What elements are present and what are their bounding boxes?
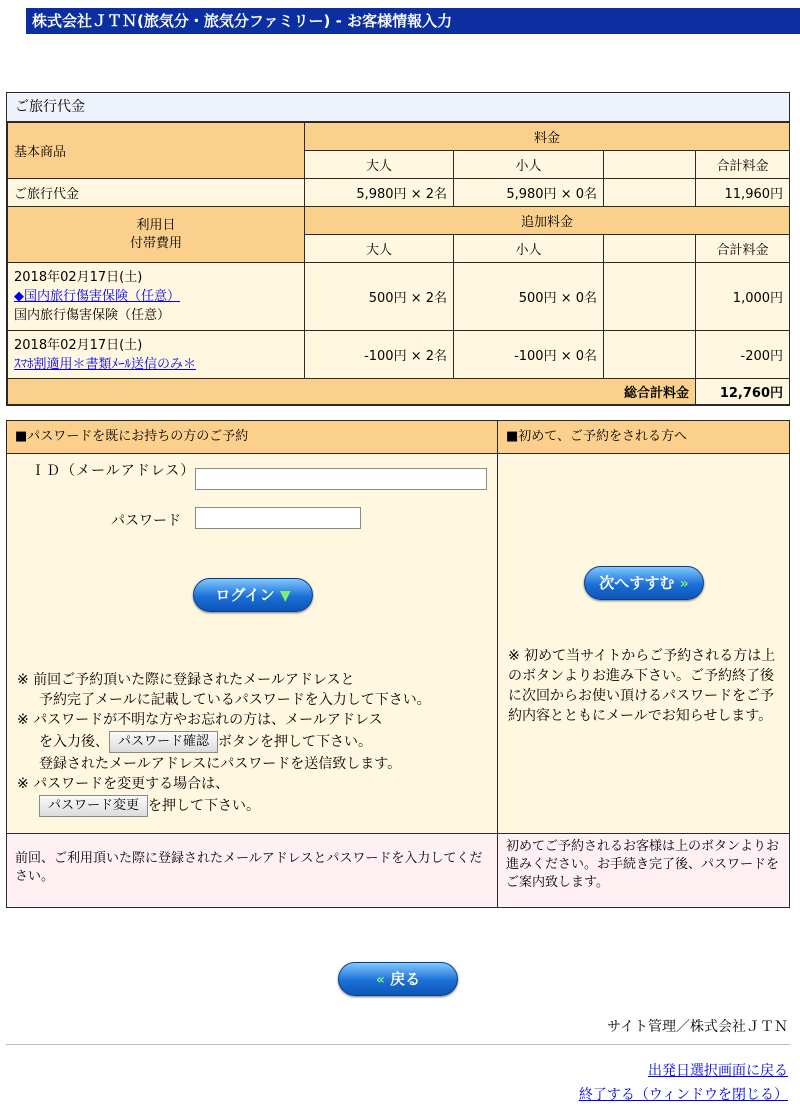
extra-row-1 [8,263,305,331]
usage-date-label: 利用日 [136,217,176,233]
total-header: 合計料金 [696,151,790,179]
existing-user-column [7,421,497,907]
close-window-link[interactable]: 終了する（ウィンドウを閉じる） [578,1087,788,1103]
extra-2-date: 2018年02月17日(土) [14,337,143,353]
back-button-label: 戻る [390,970,421,988]
password-change-button[interactable]: パスワード変更 [39,795,148,817]
login-button-label: ログイン [215,586,275,604]
extra-1-adult: 500円 × 2名 [305,263,454,331]
note-2a: ※ パスワードが不明な方やお忘れの方は、メールアドレス [17,712,383,728]
tour-child-price: 5,980円 × 0名 [454,179,604,207]
double-chevron-right-icon: » [679,576,689,592]
grand-total-value: 12,760円 [696,379,790,405]
price-caption: ご旅行代金 [7,93,789,122]
extra-1-total: 1,000円 [696,263,790,331]
new-user-footer: 初めてご予約されるお客様は上のボタンよりお進みください。お手続き完了後、パスワードをご案内致します。 [498,833,789,907]
extra-row-2 [8,331,305,379]
password-confirm-button[interactable]: パスワード確認 [109,731,218,753]
note-2c: 登録されたメールアドレスにパスワードを送信致します。 [39,756,402,772]
divider [6,1044,790,1045]
extra-fee-header: 追加料金 [305,207,790,235]
new-user-note: ※ 初めて当サイトからご予約される方は上のボタンよりお進み下さい。ご予約終了後に次回からお使い頂けるパスワードをご予約内容とともにメールでお知らせします。 [508,648,776,724]
note-1a: ※ 前回ご予約頂いた際に登録されたメールアドレスと [17,672,355,688]
adult-header: 大人 [305,151,454,179]
existing-user-header: ■パスワードを既にお持ちの方のご予約 [7,421,497,454]
existing-user-footer: 前回、ご利用頂いた際に登録されたメールアドレスとパスワードを入力してください。 [7,833,497,907]
new-user-column [498,421,789,907]
extra-1-date: 2018年02月17日(土) [14,270,143,285]
new-user-header: ■初めて、ご予約をされる方へ [498,421,789,454]
note-3a: ※ パスワードを変更する場合は、 [17,776,230,792]
page-title: 株式会社ＪＴＮ(旅気分・旅気分ファミリー) - お客様情報入力 [26,8,800,34]
departure-date-link[interactable]: 出発日選択画面に戻る [648,1063,788,1079]
tour-total-price: 11,960円 [696,179,790,207]
extra-total-header: 合計料金 [696,235,790,263]
extra-cost-label: 付帯費用 [129,235,182,251]
login-button[interactable] [193,578,313,612]
extra-2-child: -100円 × 0名 [454,331,604,379]
new-user-body [498,454,789,833]
note-3b-post: を押して下さい。 [148,798,261,814]
note-2b-pre: を入力後、 [39,734,109,750]
email-input[interactable] [195,468,487,490]
child-header: 小人 [454,151,604,179]
smartphone-discount-link[interactable]: ｽﾏﾎ割適用＊書類ﾒｰﾙ送信のみ＊ [14,356,197,372]
password-input[interactable] [195,507,361,529]
note-2b-post: ボタンを押して下さい。 [218,734,373,750]
site-admin: サイト管理／株式会社ＪＴＮ [606,1019,788,1035]
fee-header: 料金 [305,123,790,151]
extra-child-header: 小人 [454,235,604,263]
extra-1-child: 500円 × 0名 [454,263,604,331]
grand-total-label: 総合計料金 [8,379,696,405]
extra-2-adult: -100円 × 2名 [305,331,454,379]
login-panel [6,420,790,908]
password-label: パスワード [111,513,181,529]
double-chevron-left-icon: « [375,972,385,988]
insurance-link[interactable]: ◆国内旅行傷害保険（任意） [14,289,180,304]
price-table [6,92,790,406]
note-1b: 予約完了メールに記載しているパスワードを入力して下さい。 [39,692,431,708]
base-product-label: 基本商品 [8,123,305,179]
extra-1-note: 国内旅行傷害保険（任意） [14,308,171,323]
next-button-label: 次へすすむ [599,574,675,592]
back-button[interactable] [338,962,458,996]
next-button[interactable] [584,566,704,600]
chevron-down-icon: ▼ [279,588,291,604]
tour-adult-price: 5,980円 × 2名 [305,179,454,207]
id-label: ＩＤ（メールアドレス） [31,463,196,479]
extra-adult-header: 大人 [305,235,454,263]
login-notes [17,670,493,818]
extra-2-total: -200円 [696,331,790,379]
extra-label [8,207,305,263]
tour-row-label: ご旅行代金 [8,179,305,207]
existing-user-body [7,454,497,833]
